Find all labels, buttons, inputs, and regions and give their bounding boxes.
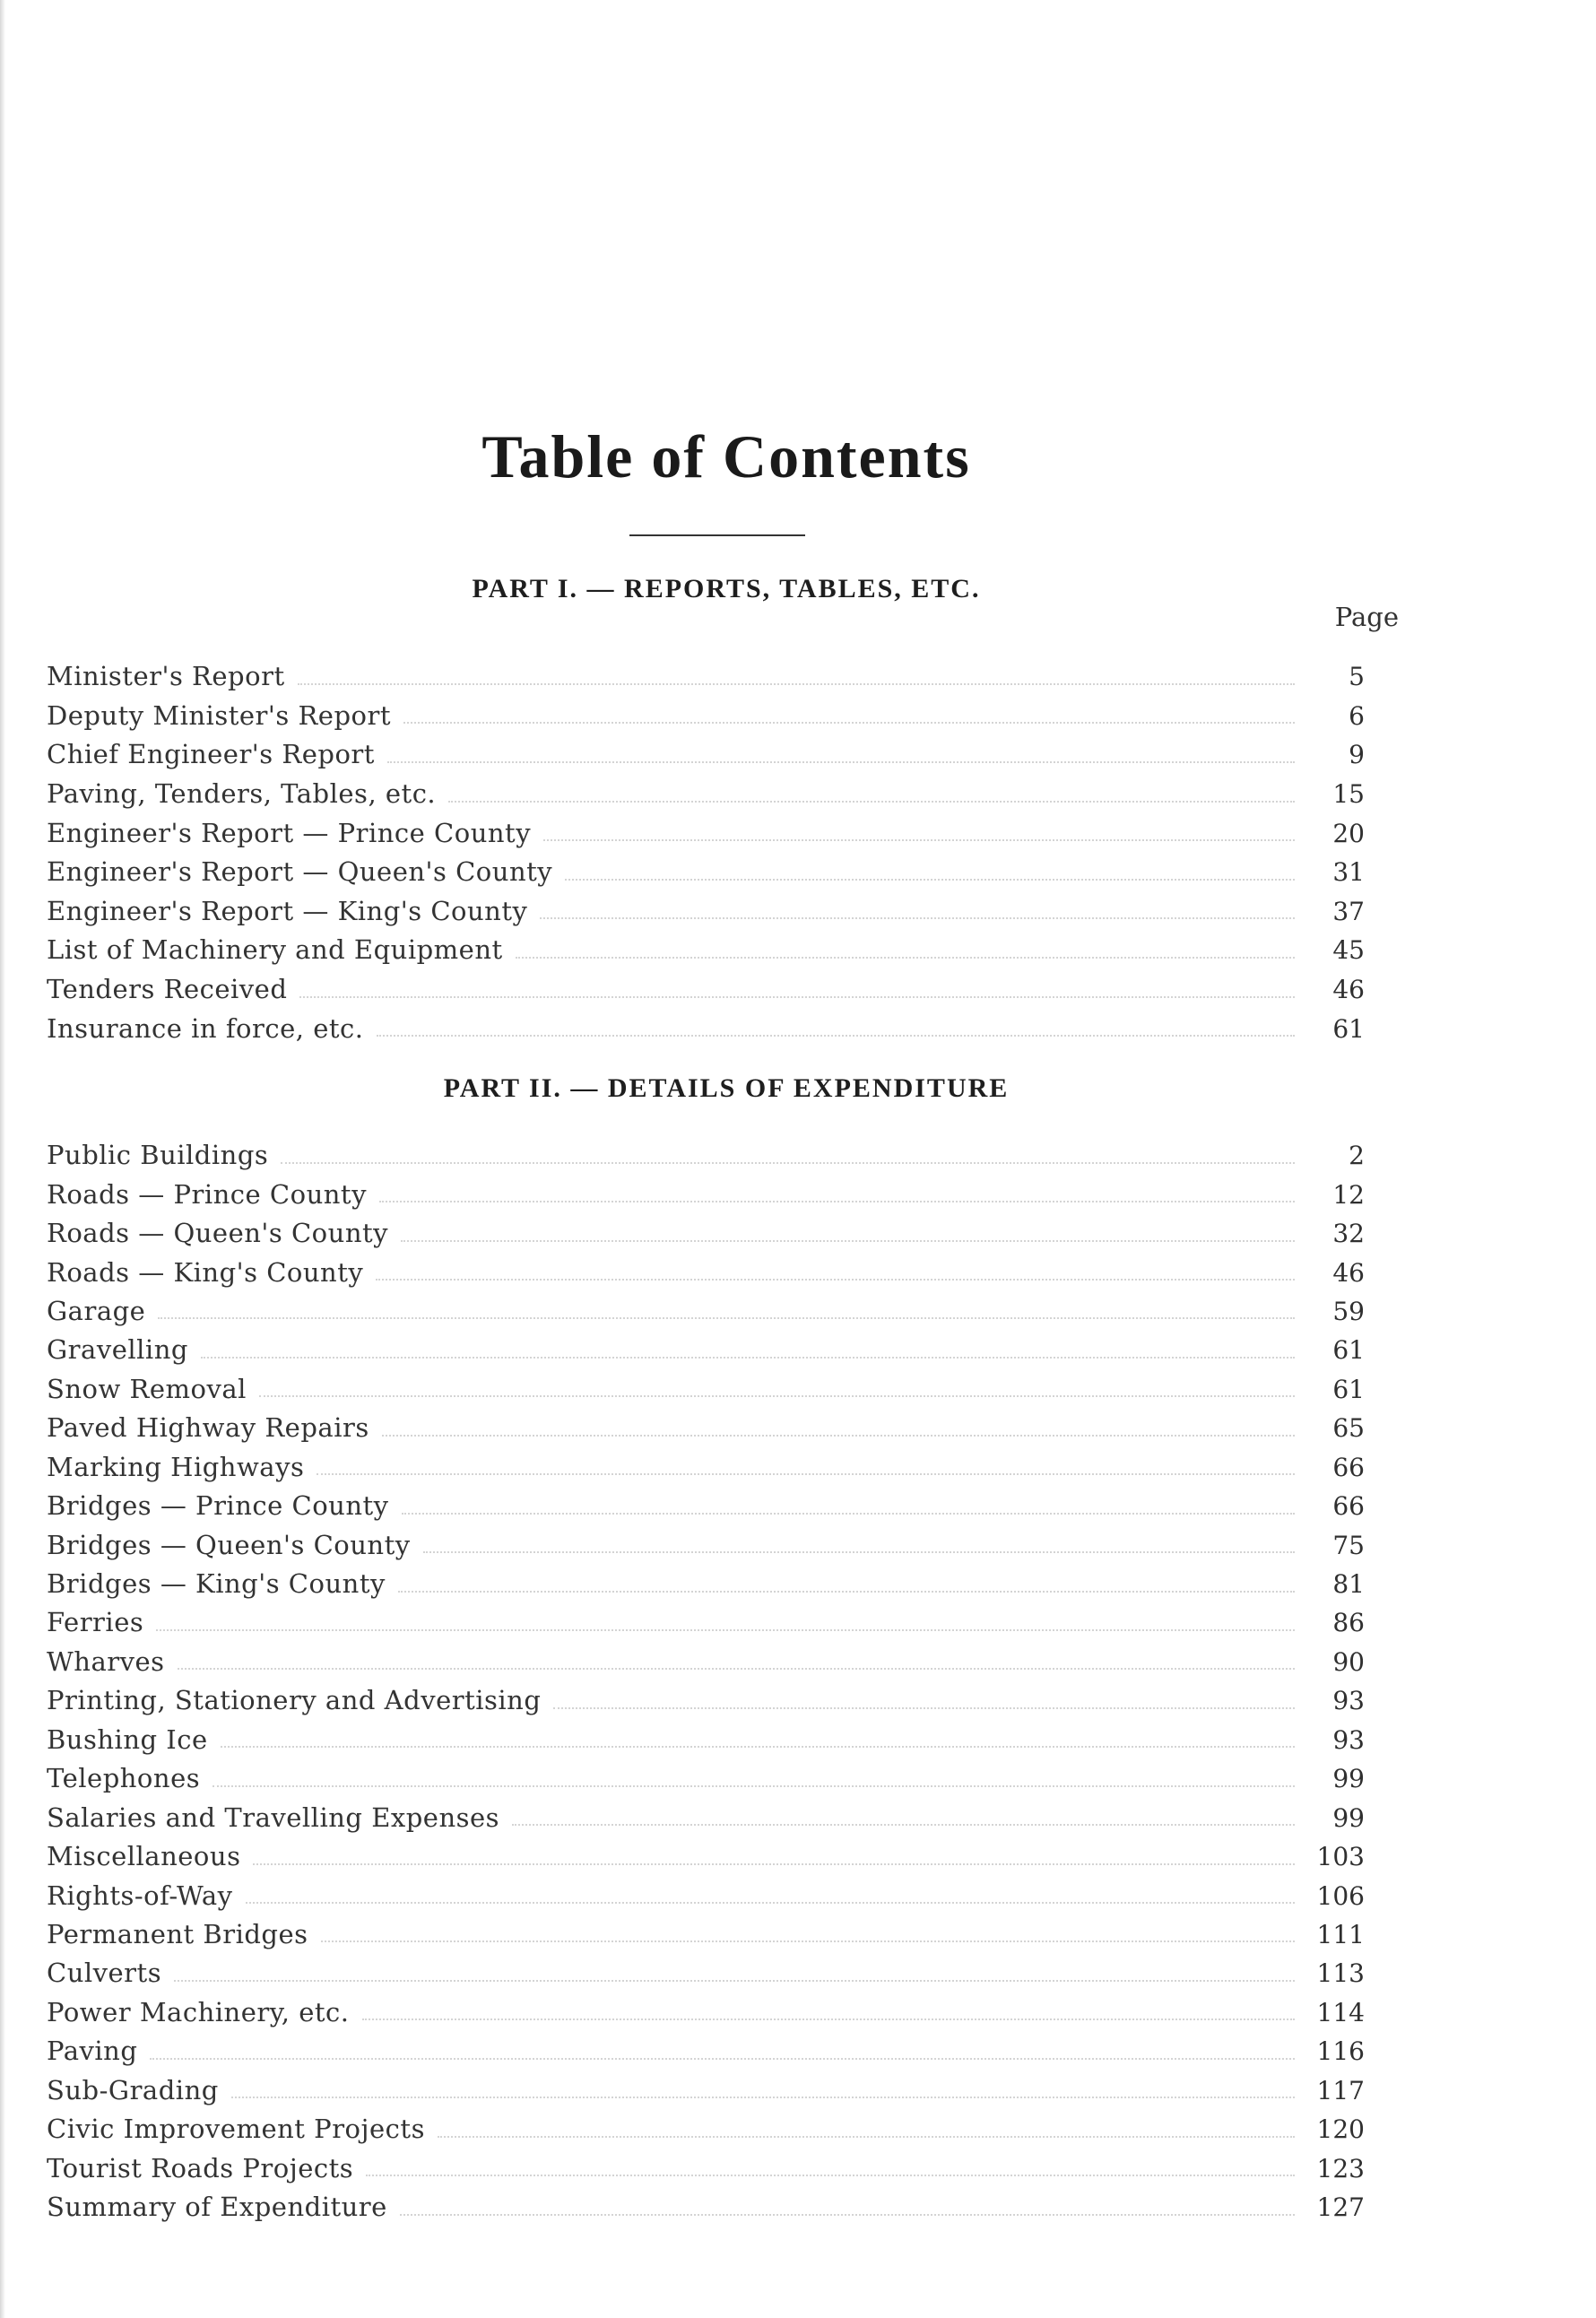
- toc-entry-page: 106: [1316, 1880, 1365, 1911]
- toc-entry-page: 46: [1332, 1257, 1365, 1288]
- toc-entry-title: Deputy Minister's Report: [47, 699, 392, 731]
- toc-leader: [382, 1435, 1295, 1437]
- toc-entry: [47, 1993, 1365, 2032]
- toc-entry-page: 66: [1332, 1491, 1365, 1522]
- toc-entry-page: 113: [1316, 1958, 1365, 1989]
- toc-leader: [213, 1785, 1295, 1787]
- toc-leader: [540, 917, 1295, 919]
- toc-entry: [47, 1448, 1365, 1487]
- page-column-label: Page: [1334, 602, 1399, 632]
- toc-entry-page: 15: [1332, 779, 1365, 810]
- toc-entry-title: Minister's Report: [47, 661, 285, 692]
- toc-entry: [47, 1175, 1365, 1213]
- toc-entry-page: 86: [1332, 1608, 1365, 1638]
- toc-entry-page: 61: [1332, 1013, 1365, 1044]
- toc-entry: [47, 1214, 1365, 1253]
- toc-entry-title: Garage: [47, 1295, 146, 1326]
- toc-entry-page: 5: [1349, 662, 1365, 692]
- toc-entry-title: Culverts: [47, 1958, 162, 1989]
- toc-entry-title: Roads — Prince County: [47, 1178, 367, 1210]
- toc-entry-page: 61: [1332, 1374, 1365, 1404]
- toc-entry-page: 114: [1316, 1997, 1365, 2027]
- toc-entry: [47, 1409, 1365, 1447]
- toc-entry: [47, 892, 1365, 932]
- toc-entry: [47, 1721, 1365, 1759]
- toc-entry-page: 20: [1332, 818, 1365, 848]
- part1-heading: PART I. — REPORTS, TABLES, ETC.: [472, 574, 981, 603]
- toc-entry-title: Public Buildings: [47, 1140, 269, 1171]
- toc-entry: [47, 1915, 1365, 1954]
- toc-leader: [400, 2214, 1295, 2216]
- toc-entry-title: Wharves: [47, 1645, 165, 1677]
- toc-entry-title: Engineer's Report — Queen's County: [47, 856, 553, 888]
- toc-leader: [387, 761, 1295, 763]
- toc-leader: [512, 1824, 1295, 1826]
- toc-entry-page: 37: [1332, 896, 1365, 926]
- toc-leader: [377, 1035, 1296, 1037]
- toc-entry-title: Telephones: [47, 1763, 201, 1794]
- toc-leader: [246, 1902, 1295, 1904]
- toc-entry-title: Engineer's Report — Prince County: [47, 817, 532, 848]
- toc-leader: [565, 879, 1295, 881]
- toc-entry-page: 61: [1332, 1335, 1365, 1366]
- part1-list: [47, 657, 1365, 1048]
- toc-entry-title: Insurance in force, etc.: [47, 1012, 364, 1044]
- page-title: Table of Contents: [481, 422, 971, 491]
- toc-entry-title: Sub-Grading: [47, 2074, 219, 2105]
- toc-entry-title: Snow Removal: [47, 1373, 247, 1404]
- toc-leader: [423, 1551, 1295, 1553]
- toc-leader: [174, 1980, 1295, 1982]
- toc-entry-title: Bridges — King's County: [47, 1568, 386, 1600]
- toc-entry-title: Tenders Received: [47, 974, 288, 1005]
- toc-leader: [553, 1707, 1295, 1709]
- toc-entry: [47, 1331, 1365, 1369]
- toc-entry: [47, 775, 1365, 814]
- toc-leader: [178, 1668, 1295, 1670]
- toc-leader: [201, 1357, 1295, 1359]
- toc-entry: [47, 853, 1365, 892]
- toc-entry-title: Paving: [47, 2036, 138, 2067]
- toc-entry-page: 2: [1349, 1141, 1365, 1171]
- toc-leader: [231, 2097, 1295, 2098]
- toc-entry-page: 99: [1332, 1802, 1365, 1833]
- toc-entry: [47, 2149, 1365, 2187]
- toc-entry-title: Salaries and Travelling Expenses: [47, 1801, 500, 1833]
- toc-entry-page: 111: [1316, 1919, 1365, 1949]
- toc-entry: [47, 2071, 1365, 2110]
- toc-entry-page: 32: [1332, 1219, 1365, 1249]
- toc-entry-page: 93: [1332, 1686, 1365, 1716]
- toc-leader: [253, 1863, 1295, 1865]
- toc-entry-title: Power Machinery, etc.: [47, 1996, 350, 2027]
- toc-entry: [47, 1643, 1365, 1681]
- toc-leader: [317, 1473, 1295, 1475]
- toc-entry-title: Paved Highway Repairs: [47, 1412, 369, 1444]
- toc-entry-title: Ferries: [47, 1607, 144, 1638]
- page-edge-shadow: [0, 0, 5, 2318]
- toc-entry: [47, 657, 1365, 697]
- toc-leader: [438, 2136, 1295, 2138]
- title-divider: [629, 534, 805, 536]
- toc-leader: [259, 1395, 1295, 1397]
- toc-leader: [402, 1513, 1295, 1515]
- toc-entry-title: Tourist Roads Projects: [47, 2152, 354, 2183]
- toc-entry: [47, 1759, 1365, 1798]
- toc-entry-page: 116: [1316, 2036, 1365, 2067]
- toc-leader: [281, 1162, 1295, 1164]
- toc-entry: [47, 697, 1365, 736]
- toc-leader: [362, 2018, 1296, 2020]
- toc-entry: [47, 1009, 1365, 1048]
- toc-leader: [298, 683, 1295, 685]
- toc-leader: [366, 2175, 1295, 2176]
- toc-entry: [47, 2032, 1365, 2071]
- toc-leader: [221, 1746, 1295, 1748]
- toc-entry: [47, 813, 1365, 853]
- toc-leader: [158, 1317, 1295, 1319]
- toc-entry-title: Roads — King's County: [47, 1256, 364, 1288]
- toc-entry-title: Bridges — Queen's County: [47, 1529, 411, 1560]
- toc-leader: [403, 722, 1295, 724]
- toc-leader: [156, 1629, 1295, 1631]
- toc-entry-page: 120: [1316, 2114, 1365, 2145]
- toc-entry: [47, 735, 1365, 775]
- toc-entry-title: Summary of Expenditure: [47, 2192, 387, 2223]
- toc-entry-title: Miscellaneous: [47, 1841, 241, 1872]
- toc-entry: [47, 1876, 1365, 1914]
- toc-entry-page: 65: [1332, 1413, 1365, 1444]
- toc-leader: [150, 2058, 1295, 2060]
- toc-entry-page: 75: [1332, 1530, 1365, 1560]
- toc-entry: [47, 2188, 1365, 2227]
- toc-entry-page: 9: [1349, 740, 1365, 770]
- toc-leader: [321, 1940, 1295, 1942]
- toc-leader: [376, 1279, 1295, 1281]
- toc-leader: [398, 1591, 1295, 1593]
- toc-entry: [47, 1525, 1365, 1564]
- toc-entry-page: 90: [1332, 1646, 1365, 1677]
- toc-entry: [47, 1565, 1365, 1603]
- toc-entry-page: 127: [1316, 2192, 1365, 2223]
- toc-entry-title: Gravelling: [47, 1334, 188, 1366]
- toc-leader: [543, 839, 1295, 841]
- toc-entry: [47, 970, 1365, 1010]
- toc-entry: [47, 1681, 1365, 1720]
- toc-leader: [299, 996, 1295, 998]
- toc-entry-page: 103: [1316, 1842, 1365, 1872]
- toc-entry-page: 12: [1332, 1179, 1365, 1210]
- toc-entry-page: 45: [1332, 935, 1365, 966]
- toc-entry: [47, 1954, 1365, 1992]
- toc-entry-title: Engineer's Report — King's County: [47, 895, 528, 926]
- toc-entry-page: 59: [1332, 1296, 1365, 1326]
- toc-entry: [47, 2110, 1365, 2149]
- toc-entry-title: Marking Highways: [47, 1451, 305, 1482]
- toc-entry-page: 46: [1332, 975, 1365, 1005]
- toc-entry-page: 6: [1349, 700, 1365, 731]
- toc-leader: [448, 801, 1295, 803]
- toc-entry-title: Permanent Bridges: [47, 1918, 308, 1949]
- toc-entry: [47, 1292, 1365, 1331]
- toc-entry-title: Chief Engineer's Report: [47, 739, 375, 770]
- toc-entry: [47, 1136, 1365, 1175]
- toc-entry-page: 66: [1332, 1452, 1365, 1482]
- toc-entry-title: Civic Improvement Projects: [47, 2114, 425, 2145]
- toc-entry: [47, 1798, 1365, 1836]
- toc-entry-page: 117: [1316, 2075, 1365, 2105]
- toc-entry-title: Bushing Ice: [47, 1723, 208, 1755]
- toc-entry: [47, 931, 1365, 970]
- toc-leader: [379, 1201, 1295, 1202]
- toc-entry: [47, 1370, 1365, 1409]
- toc-entry: [47, 1603, 1365, 1642]
- toc-entry-title: Printing, Stationery and Advertising: [47, 1685, 542, 1716]
- toc-entry-title: Bridges — Prince County: [47, 1490, 389, 1522]
- toc-entry-page: 123: [1316, 2153, 1365, 2183]
- toc-entry-title: List of Machinery and Equipment: [47, 934, 503, 966]
- part2-heading: PART II. — DETAILS OF EXPENDITURE: [443, 1073, 1010, 1103]
- toc-entry-title: Rights-of-Way: [47, 1880, 233, 1911]
- toc-entry: [47, 1837, 1365, 1876]
- toc-entry-title: Roads — Queen's County: [47, 1218, 389, 1249]
- toc-entry: [47, 1487, 1365, 1525]
- toc-entry: [47, 1253, 1365, 1291]
- toc-entry-page: 99: [1332, 1764, 1365, 1794]
- toc-leader: [516, 957, 1295, 959]
- toc-entry-page: 93: [1332, 1724, 1365, 1755]
- toc-entry-page: 81: [1332, 1569, 1365, 1600]
- toc-entry-page: 31: [1332, 857, 1365, 888]
- part2-list: [47, 1136, 1365, 2227]
- toc-leader: [401, 1240, 1295, 1242]
- toc-entry-title: Paving, Tenders, Tables, etc.: [47, 778, 437, 810]
